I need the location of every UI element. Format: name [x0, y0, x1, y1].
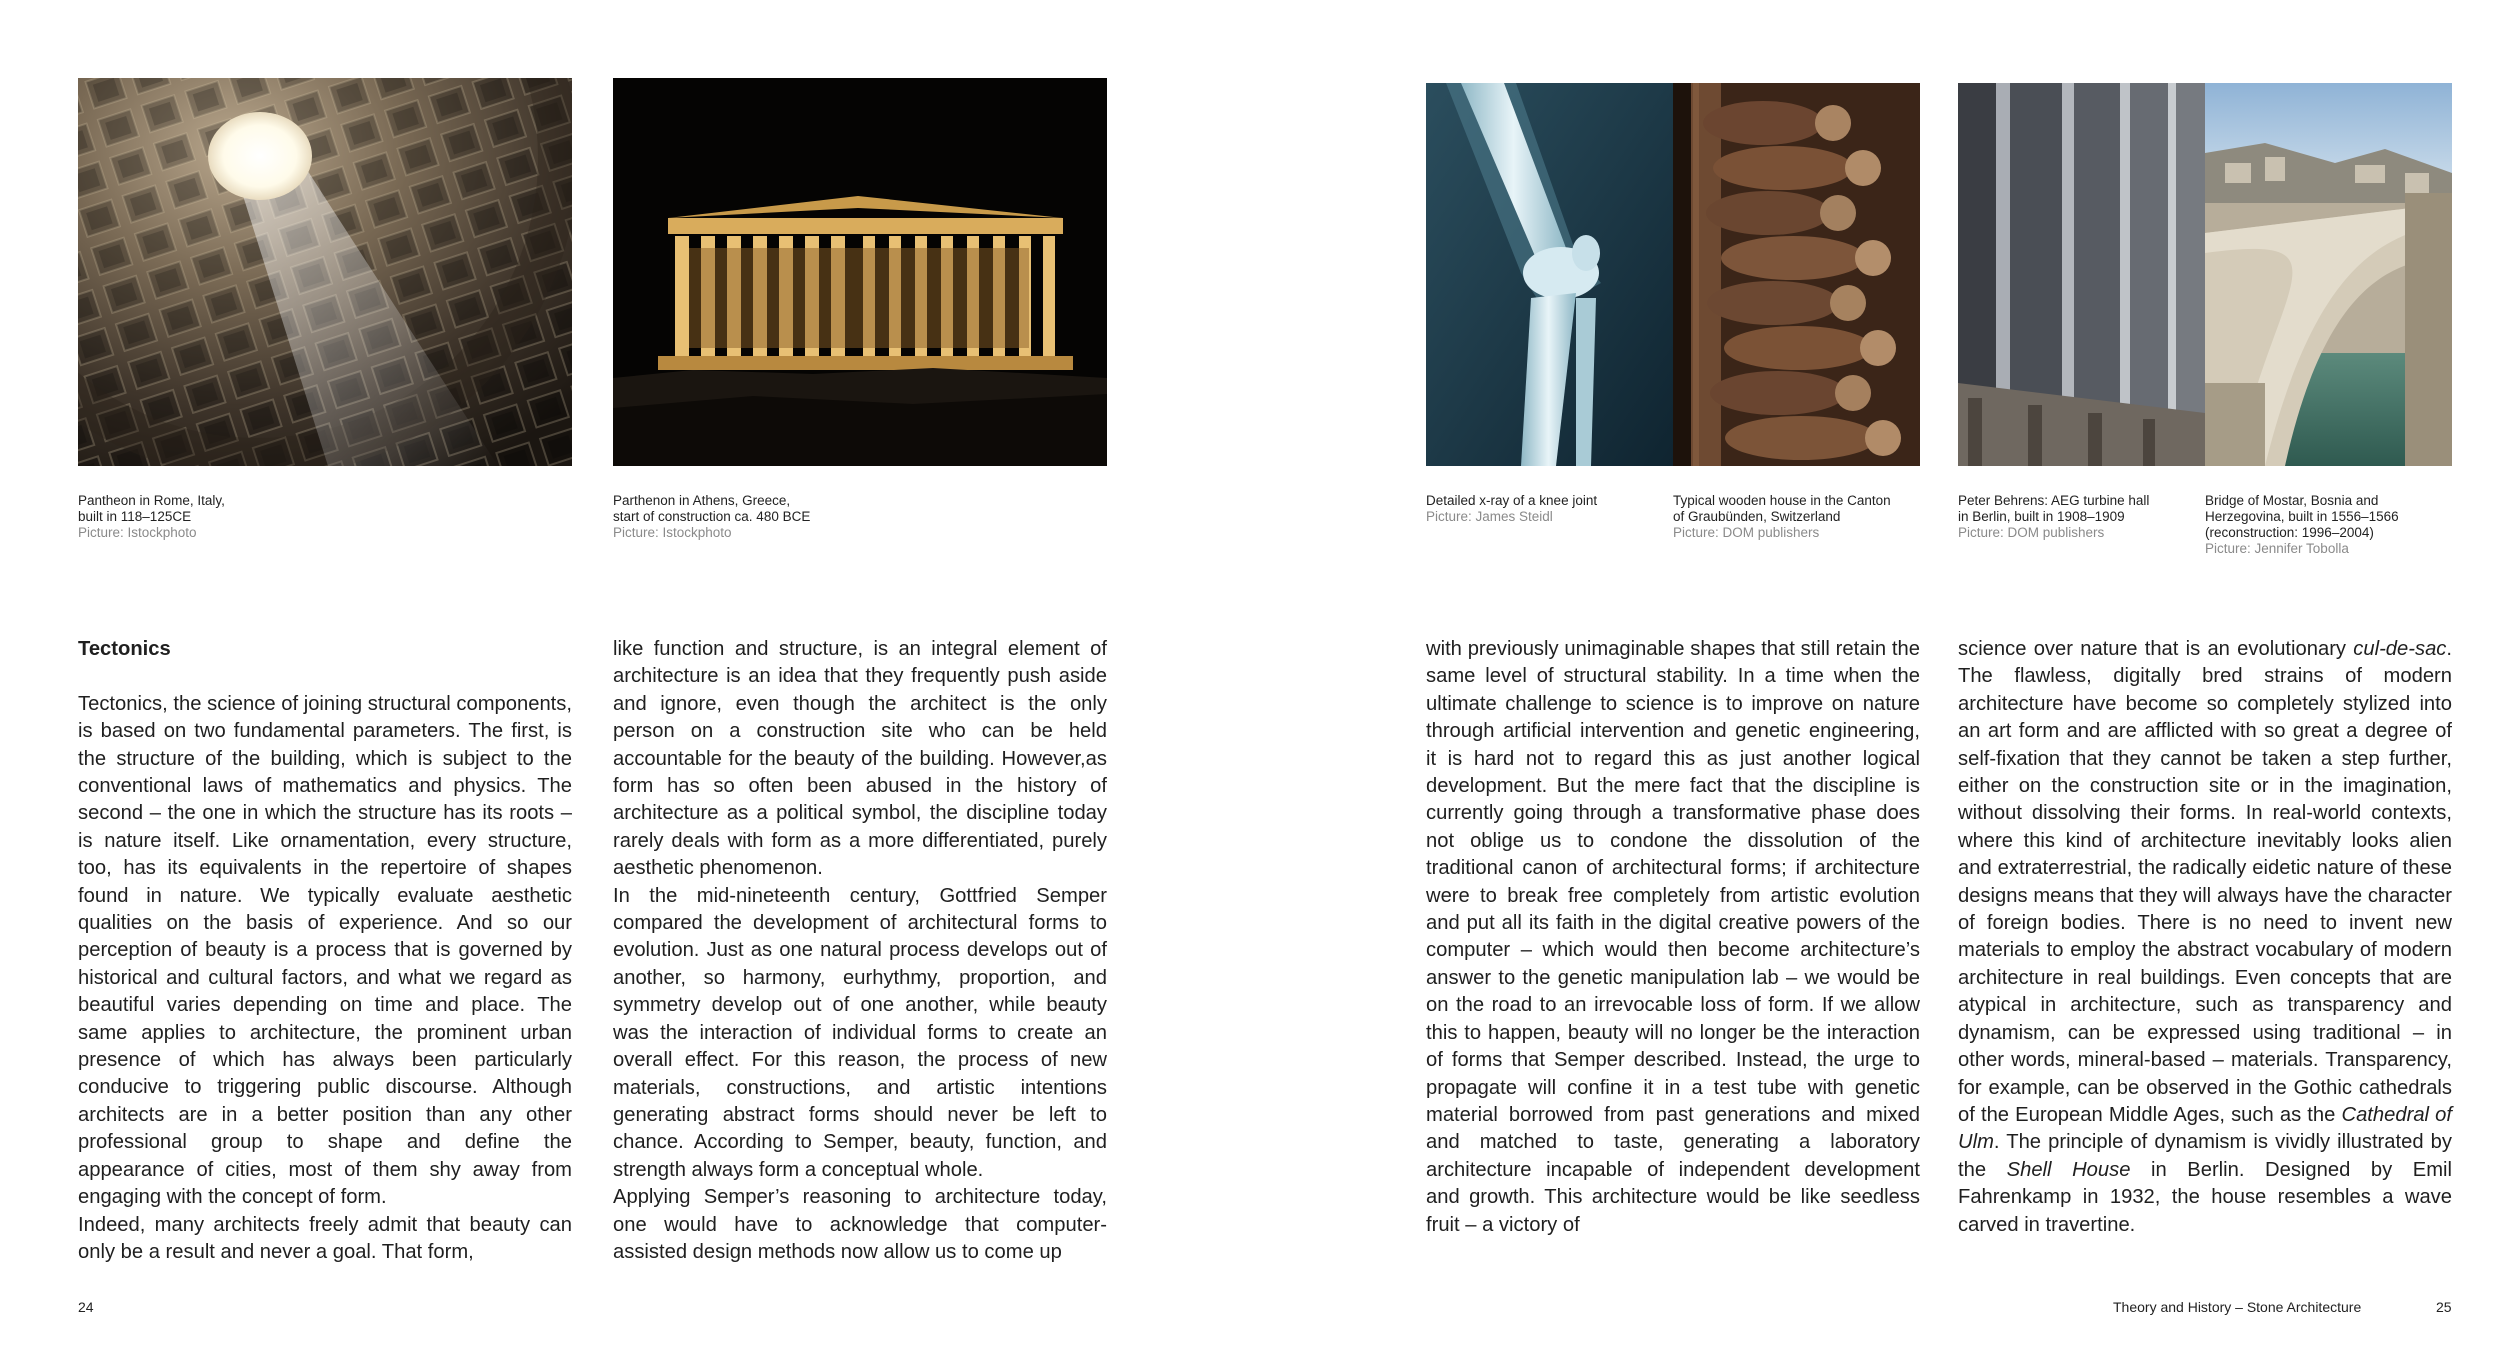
caption-line: Herzegovina, built in 1556–1566: [2205, 509, 2399, 524]
parthenon-night-photo: [613, 78, 1107, 466]
body-paragraph: Indeed, many architects freely admit that beauty can only be a result and never a goal. That form,: [78, 1213, 572, 1263]
body-paragraph: like function and structure, is an integral element of architecture is an idea that they frequently push aside and ignore, even though the architect is the only person on a construction site who can be held accountable for the beauty of the building. However,as form has so often been abused in the history of architecture as a political symbol, the discipline today rarely deals with form as a more differentiated, purely aesthetic phenomenon.: [613, 638, 1107, 880]
text-run: in Berlin. Designed by Emil Fahrenkamp in 1932, the house resembles a wave carved in travertine.: [1958, 1158, 2453, 1236]
caption-line: Typical wooden house in the Canton: [1673, 493, 1891, 508]
caption-credit: Picture: Istockphoto: [78, 525, 197, 540]
caption-line: Pantheon in Rome, Italy,: [78, 493, 225, 508]
italic-term: cul-de-sac: [2353, 638, 2447, 660]
running-title: Theory and History – Stone Architecture: [2113, 1299, 2362, 1315]
caption-credit: Picture: Istockphoto: [613, 525, 732, 540]
caption-line: (reconstruction: 1996–2004): [2205, 525, 2374, 540]
pantheon-dome-photo: [78, 78, 572, 466]
body-paragraph: Tectonics, the science of joining structural components, is based on two fundamental parameters. The first, is the structure of the building, which is subject to the conventional laws of mathematics and physics. The second – the one in which the structure has its roots – is nature itself. Like ornamentation, every structure, too, has its equivalents in the repertoire of shapes found in nature. We typically evaluate aesthetic qualities on the basis of experience. And so our perception of beauty is a process that is governed by historical and cultural factors, and what we regard as beautiful varies depending on time and place. The same applies to architecture, the prominent urban presence of which has always been particularly conducive to triggering public discourse. Although architects are in a better position than any other professional group to shape and define the appearance of cities, most of them shy away from engaging with the concept of form.: [78, 692, 572, 1209]
italic-term: Shell House: [2006, 1158, 2131, 1181]
text-column-1: [78, 636, 572, 1266]
caption-line: Detailed x-ray of a knee joint: [1426, 493, 1598, 508]
bridge-of-mostar-photo: [2205, 83, 2452, 466]
body-paragraph: Applying Semper’s reasoning to architecture today, one would have to acknowledge that computer-assisted design methods now allow us to come up: [613, 1186, 1107, 1263]
caption-line: built in 118–125CE: [78, 509, 192, 524]
figure-caption-knee-xray: [1426, 493, 1597, 525]
figure-caption-parthenon: [613, 493, 810, 541]
page-number-left: 24: [78, 1299, 94, 1315]
figure-caption-pantheon: [78, 493, 225, 541]
figure-caption-wooden-house: [1673, 493, 1891, 541]
caption-credit: Picture: James Steidl: [1426, 509, 1553, 524]
caption-credit: Picture: DOM publishers: [1673, 525, 1820, 540]
italic-term: Cathedral of Ulm: [1958, 1103, 2452, 1154]
body-paragraph: In the mid-nineteenth century, Gottfried Semper compared the development of architectural forms to evolution. Just as one natural process develops out of another, so harmony, eurhythmy, proportion, and symmetry develop out of one another, while beauty was the interaction of individual forms to create an overall effect. For this reason, the process of new materials, constructions, and artistic intentions generating abstract forms should never be left to chance. According to Semper, beauty, function, and strength always form a conceptual whole.: [613, 884, 1107, 1181]
knee-xray-photo: [1426, 83, 1673, 466]
text-column-4: [1958, 636, 2452, 1239]
text-column-2: [613, 636, 1107, 1266]
aeg-turbine-hall-photo: [1958, 83, 2205, 466]
caption-line: Bridge of Mostar, Bosnia and: [2205, 493, 2379, 508]
figure-caption-bridge-of-mostar: [2205, 493, 2399, 557]
page-number-right: 25: [2436, 1299, 2452, 1315]
caption-line: Peter Behrens: AEG turbine hall: [1958, 493, 2150, 508]
caption-line: of Graubünden, Switzerland: [1673, 509, 1841, 524]
wooden-house-photo: [1673, 83, 1920, 466]
caption-line: in Berlin, built in 1908–1909: [1958, 509, 2125, 524]
caption-credit: Picture: DOM publishers: [1958, 525, 2105, 540]
text-run: science over nature that is an evolutionary: [1958, 638, 2354, 660]
section-heading: Tectonics: [78, 638, 171, 660]
text-column-3: [1426, 636, 1920, 1239]
figure-caption-aeg-turbine-hall: [1958, 493, 2149, 541]
caption-line: start of construction ca. 480 BCE: [613, 509, 811, 524]
body-paragraph: [1958, 636, 2452, 1239]
caption-line: Parthenon in Athens, Greece,: [613, 493, 791, 508]
text-run: . The principle of dynamism is vividly illustrated by the: [1958, 1131, 2452, 1181]
caption-credit: Picture: Jennifer Tobolla: [2205, 541, 2349, 556]
body-paragraph: with previously unimaginable shapes that still retain the same level of structural stability. In a time when the ultimate challenge to science is to improve on nature through artificial intervention and genetic engineering, it is hard not to regard this as just another logical development. But the mere fact that the discipline is currently going through a transformative phase does not oblige us to condone the dissolution of the traditional canon of architectural forms; if architecture were to break free completely from artistic evolution and put all its faith in the digital creative powers of the computer – which would then become architecture’s answer to the genetic manipulation lab – we would be on the road to an irrevocable loss of form. If we allow this to happen, beauty will no longer be the interaction of forms that Semper described. Instead, the urge to propagate will confine it in a test tube with genetic material borrowed from past generations and mixed and matched to taste, generating a laboratory architecture incapable of independent development and growth. This architecture would be like seedless fruit – a victory of: [1426, 638, 1920, 1236]
text-run: . The flawless, digitally bred strains of modern architecture have become so completely stylized into an art form and are afflicted with so great a degree of self-fixation that they cannot be taken a step further, either on the construction site or in the imagination, without dissolving their forms. In real-world contexts, where this kind of architecture inevitably looks alien and extraterrestrial, the radically eidetic nature of these designs means that they will always have the character of foreign bodies. There is no need to invent new materials to employ the abstract vocabulary of modern architecture in real buildings. Even concepts that are atypical in architecture, such as transparency and dynamism, can be expressed using traditional – in other words, mineral-based – materials. Transparency, for example, can be observed in the Gothic cathedrals of the European Middle Ages, such as the: [1958, 638, 2452, 1126]
